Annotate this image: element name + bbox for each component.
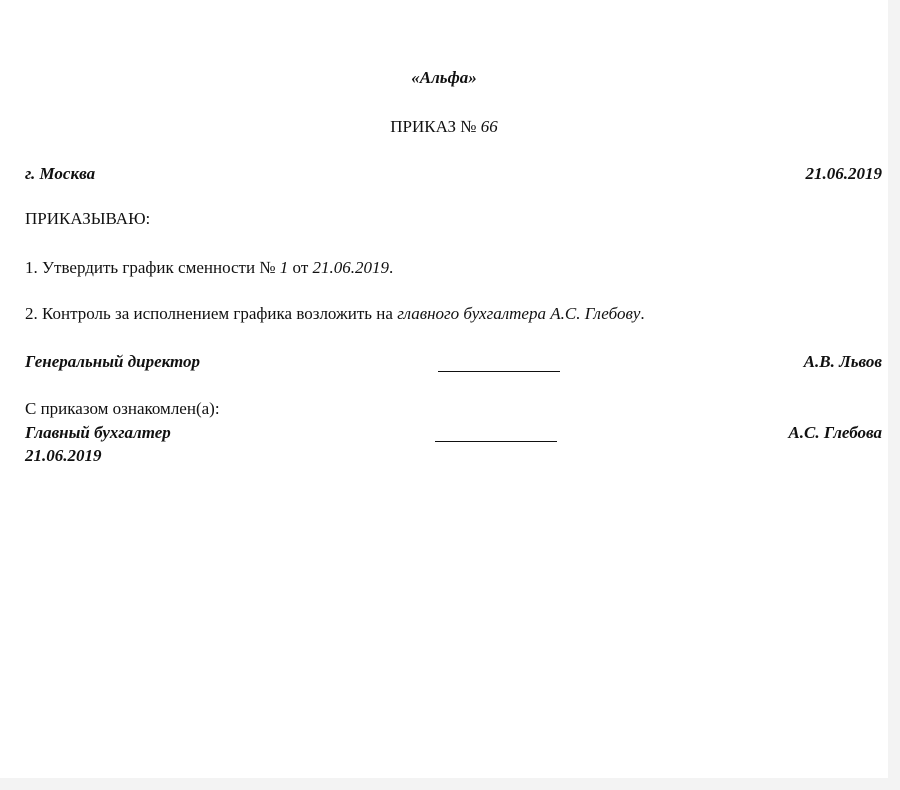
command-heading: ПРИКАЗЫВАЮ:: [25, 209, 151, 228]
acquainted-date: 21.06.2019: [25, 446, 102, 465]
order-date: 21.06.2019: [805, 164, 882, 183]
accountant-signature-line: [435, 441, 557, 442]
item-number: 2.: [25, 304, 38, 323]
item-end: .: [389, 258, 394, 277]
acquainted-label: С приказом ознакомлен(а):: [25, 399, 220, 418]
accountant-name: А.С. Глебова: [788, 423, 882, 442]
item-text: Контроль за исполнением графика возложить на: [42, 304, 393, 323]
responsible-person: главного бухгалтера А.С. Глебову: [397, 304, 641, 323]
director-name: А.В. Львов: [803, 352, 882, 371]
schedule-date: 21.06.2019: [312, 258, 390, 277]
item-number: 1.: [25, 258, 38, 277]
item-text: от: [292, 258, 309, 277]
order-item-2: [25, 304, 645, 324]
order-number: 66: [480, 117, 498, 136]
item-text: Утвердить график сменности №: [42, 258, 276, 277]
item-end: .: [640, 304, 645, 323]
order-item-1: [25, 258, 393, 278]
schedule-number: 1: [279, 258, 289, 277]
order-title-prefix: ПРИКАЗ №: [390, 117, 477, 136]
organization-name: «Альфа»: [411, 68, 477, 87]
accountant-position: Главный бухгалтер: [25, 423, 171, 442]
order-title: [0, 117, 888, 137]
director-signature-line: [438, 371, 560, 372]
order-place: г. Москва: [25, 164, 96, 183]
director-position: Генеральный директор: [25, 352, 201, 371]
